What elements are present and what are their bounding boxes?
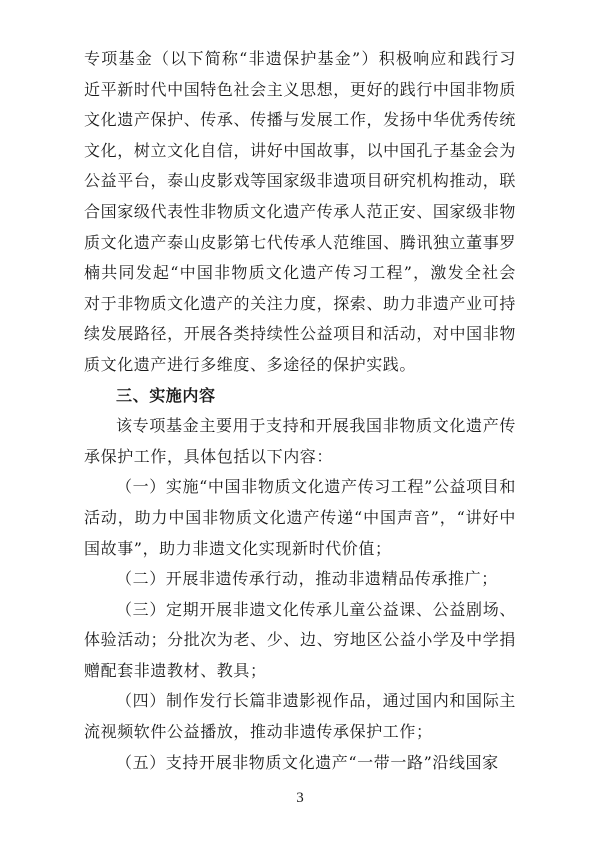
list-item-belt-and-road: （五）支持开展非物质文化遗产“一带一路”沿线国家 bbox=[116, 752, 499, 772]
list-item-heritage-project: （一）实施“中国非物质文化遗产传习工程”公益项目和活动，助力中国非物质文化遗产传递“中国声音”，“讲好中国故事”，助力非遗文化实现新时代价值； bbox=[84, 477, 516, 558]
document-body bbox=[84, 44, 516, 778]
list-item-film-production: （四）制作发行长篇非遗影视作品，通过国内和国际主流视频软件公益播放，推动非遗传承保护工作； bbox=[84, 691, 516, 742]
paragraph-fund-introduction: 专项基金（以下简称“非遗保护基金”）积极响应和践行习近平新时代中国特色社会主义思想，更好的践行中国非物质文化遗产保护、传承、传播与发展工作，发扬中华优秀传统文化，树立文化自信，讲好中国故事，以中国孔子基金会为公益平台，泰山皮影戏等国家级非遗项目研究机构推动，联合国家级代表性非物质文化遗产传承人范正安、国家级非物质文化遗产泰山皮影第七代传承人范维国、腾讯独立董事罗楠共同发起“中国非物质文化遗产传习工程”，激发全社会对于非物质文化遗产的关注力度，探索、助力非遗产业可持续发展路径，开展各类持续性公益项目和活动，对中国非物质文化遗产进行多维度、多途径的保护实践。 bbox=[84, 49, 516, 374]
section-heading-implementation: 三、实施内容 bbox=[116, 385, 216, 405]
list-item-children-courses: （三）定期开展非遗文化传承儿童公益课、公益剧场、体验活动；分批次为老、少、边、穷地区公益小学及中学捐赠配套非遗教材、教具； bbox=[84, 599, 516, 680]
list-item-inheritance-action: （二）开展非遗传承行动，推动非遗精品传承推广； bbox=[116, 569, 498, 589]
page-number: 3 bbox=[296, 790, 304, 806]
paragraph-fund-purpose: 该专项基金主要用于支持和开展我国非物质文化遗产传承保护工作，具体包括以下内容： bbox=[84, 416, 516, 466]
